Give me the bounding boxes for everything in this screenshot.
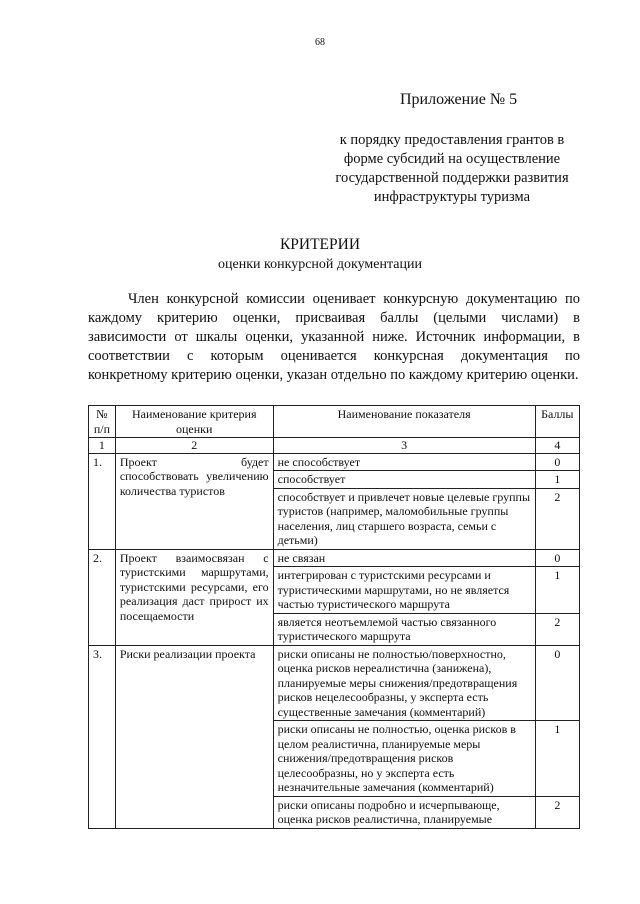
column-number: 2 — [115, 438, 273, 454]
indicator-score: 0 — [535, 645, 579, 721]
column-number: 3 — [273, 438, 535, 454]
appendix-subtitle: к порядку предоставления грантов в форме субсидий на осуществление государственной поддержки развития инфраструктуры туризма — [335, 132, 569, 205]
indicator-score: 1 — [535, 567, 579, 614]
indicator-text: риски описаны не полностью, оценка рисков в целом реалистична, планируемые меры снижения/предотвращения рисков целесообразны, но у эксперта есть незначительные замечания (комментарий) — [273, 721, 535, 797]
indicator-text: не связан — [273, 549, 535, 567]
indicator-text: способствует — [273, 471, 535, 489]
intro-paragraph: Член конкурсной комиссии оценивает конкурсную документацию по каждому критерию оценки, присваивая баллы (целыми числами) в зависимости от шкалы оценки, указанной ниже. Источник информации, в соответствии с которым оценивается конкурсная документация по конкретному критерию оценки, указан отдельно по каждому критерию оценки. — [88, 291, 580, 383]
indicator-text: не способствует — [273, 453, 535, 471]
table-row — [89, 453, 580, 471]
row-number: 2. — [89, 549, 116, 645]
criterion-name: Риски реализации проекта — [115, 645, 273, 828]
table-row — [89, 645, 580, 721]
indicator-text: риски описаны подробно и исчерпывающе, оценка рисков реалистична, планируемые — [273, 796, 535, 828]
row-number: 1. — [89, 453, 116, 549]
indicator-score: 0 — [535, 549, 579, 567]
indicator-text: риски описаны не полностью/поверхностно, оценка рисков нереалистична (занижена), планируемые меры снижения/предотвращения рисков нецелесообразны, у эксперта есть существенные замечания (комментарий) — [273, 645, 535, 721]
criteria-heading: КРИТЕРИИ — [279, 236, 361, 253]
indicator-text: интегрирован с туристскими ресурсами и туристическими маршрутами, но не является частью туристического маршрута — [273, 567, 535, 614]
indicator-score: 2 — [535, 613, 579, 645]
column-number: 1 — [89, 438, 116, 454]
indicator-text: способствует и привлечет новые целевые группы туристов (например, маломобильные группы населения, лиц старшего возраста, семьи с детьми) — [273, 488, 535, 549]
criterion-name: Проект взаимосвязан с туристскими маршрутами, туристскими ресурсами, его реализация даст прирост их посещаемости — [115, 549, 273, 645]
column-number-row — [89, 438, 580, 454]
criteria-table — [88, 405, 580, 829]
criteria-subheading: оценки конкурсной документации — [218, 257, 422, 272]
criterion-name: Проект будет способствовать увеличению количества туристов — [115, 453, 273, 549]
page-number: 68 — [315, 37, 325, 48]
indicator-score: 2 — [535, 488, 579, 549]
header-number: № п/п — [89, 406, 116, 438]
indicator-text: является неотъемлемой частью связанного туристического маршрута — [273, 613, 535, 645]
indicator-score: 0 — [535, 453, 579, 471]
header-score: Баллы — [535, 406, 579, 438]
indicator-score: 1 — [535, 471, 579, 489]
row-number: 3. — [89, 645, 116, 828]
table-header-row — [89, 406, 580, 438]
indicator-score: 2 — [535, 796, 579, 828]
indicator-score: 1 — [535, 721, 579, 797]
header-indicator: Наименование показателя — [273, 406, 535, 438]
table-row — [89, 549, 580, 567]
header-criterion: Наименование критерия оценки — [115, 406, 273, 438]
column-number: 4 — [535, 438, 579, 454]
appendix-title: Приложение № 5 — [400, 91, 518, 108]
